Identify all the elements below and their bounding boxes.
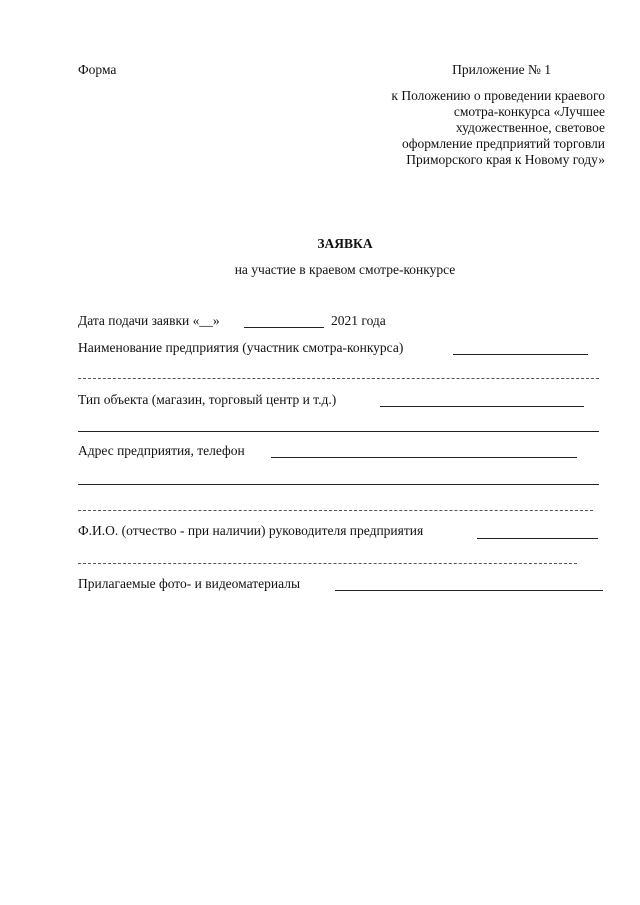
attachments-label: Прилагаемые фото- и видеоматериалы [78,576,301,591]
appendix-line: оформление предприятий торговли [401,136,605,151]
appendix-description [345,88,605,168]
appendix-line: Приморского края к Новому году» [406,152,605,167]
address-field-continuation-2[interactable] [78,510,593,511]
enterprise-name-field[interactable] [453,354,588,355]
appendix-line: художественное, световое [455,120,605,135]
appendix-title: Приложение № 1 [452,62,551,77]
date-month-field[interactable] [244,327,324,328]
address-field[interactable] [271,457,577,458]
director-name-field-continuation[interactable] [78,563,577,564]
enterprise-name-field-continuation[interactable] [78,378,599,379]
attachments-field[interactable] [335,590,603,591]
appendix-line: смотра-конкурса «Лучшее [453,104,605,119]
appendix-line: к Положению о проведении краевого [391,88,605,103]
address-field-continuation-1[interactable] [78,484,599,485]
object-type-field-continuation[interactable] [78,431,599,432]
form-label: Форма [78,62,117,77]
document-title: ЗАЯВКА [317,236,373,251]
object-type-field[interactable] [380,406,584,407]
director-name-label: Ф.И.О. (отчество - при наличии) руководителя предприятия [78,523,424,538]
address-label: Адрес предприятия, телефон [78,443,245,458]
director-name-field[interactable] [477,538,598,539]
date-year-label: 2021 года [331,313,386,328]
document-subtitle: на участие в краевом смотре-конкурсе [234,262,456,277]
date-label: Дата подачи заявки «__» [78,313,220,328]
object-type-label: Тип объекта (магазин, торговый центр и т.д.) [78,392,337,407]
enterprise-name-label: Наименование предприятия (участник смотра-конкурса) [78,340,404,355]
